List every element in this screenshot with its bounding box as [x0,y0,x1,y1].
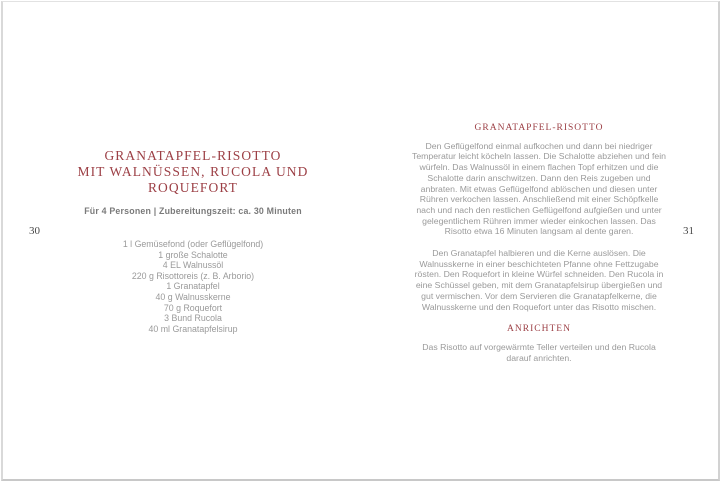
section-heading-risotto: GRANATAPFEL-RISOTTO [474,123,604,133]
ingredient-item: 40 ml Granatapfelsirup [148,323,238,334]
instruction-paragraph-3: Das Risotto auf vorgewärmte Teller verteilen und den Rucola darauf anrichten. [422,341,656,363]
servings-and-time: Für 4 Personen | Zubereitungszeit: ca. 30 Minuten [84,206,302,216]
recipe-title [43,148,343,196]
ingredient-item: 70 g Roquefort [163,302,223,313]
ingredient-item: 1 Granatapfel [166,281,220,292]
ingredient-item: 220 g Risottoreis (z. B. Arborio) [131,270,255,281]
page-number-right: 31 [683,225,694,237]
instructions-column [411,123,667,374]
recipe-title-line-2: MIT WALNÜSSEN, RUCOLA UND [77,164,309,179]
ingredient-item: 1 große Schalotte [158,249,228,260]
recipe-title-line-1: GRANATAPFEL-RISOTTO [104,148,282,163]
recipe-title-line-3: ROQUEFORT [147,180,239,195]
ingredient-item: 1 l Gemüsefond (oder Geflügelfond) [122,239,264,249]
section-heading-anrichten: ANRICHTEN [507,324,571,335]
ingredient-item: 40 g Walnusskerne [155,291,231,302]
ingredient-item: 3 Bund Rucola [164,313,222,324]
instruction-paragraph-1: Den Geflügelfond einmal aufkochen und dann bei niedriger Temperatur leicht köcheln lassen. Die Schalotte abziehen und fein würfeln. Das Walnussöl in einem flachen Topf erhitzen und die Schalotte darin anschwitzen. Dann den Reis zugeben und anbraten. Mit etwas Geflügelfond ablöschen und diesen unter Rühren verkochen lassen. Anschließend mit einer Schöpfkelle nach und nach den restlichen Geflügelfond aufgießen und unter gelegentlichem Rühren immer wieder einkochen lassen. Das Risotto etwa 16 Minuten langsam al dente garen. [411,140,667,237]
page-number-left: 30 [29,225,40,237]
instruction-paragraph-2: Den Granatapfel halbieren und die Kerne auslösen. Die Walnusskerne in einer beschichteten Pfanne ohne Fettzugabe rösten. Den Roquefort in kleine Würfel schneiden. Den Rucola in eine Schüssel geben, mit dem Granatapfelsirup übergießen und gut vermischen. Vor dem Servieren die Granatapfelkerne, die Walnusskerne und den Roquefort unter das Risotto mischen. [414,248,664,312]
ingredient-item: 4 EL Walnussöl [162,260,224,271]
book-spread [1,1,720,481]
ingredients-list [43,239,343,334]
